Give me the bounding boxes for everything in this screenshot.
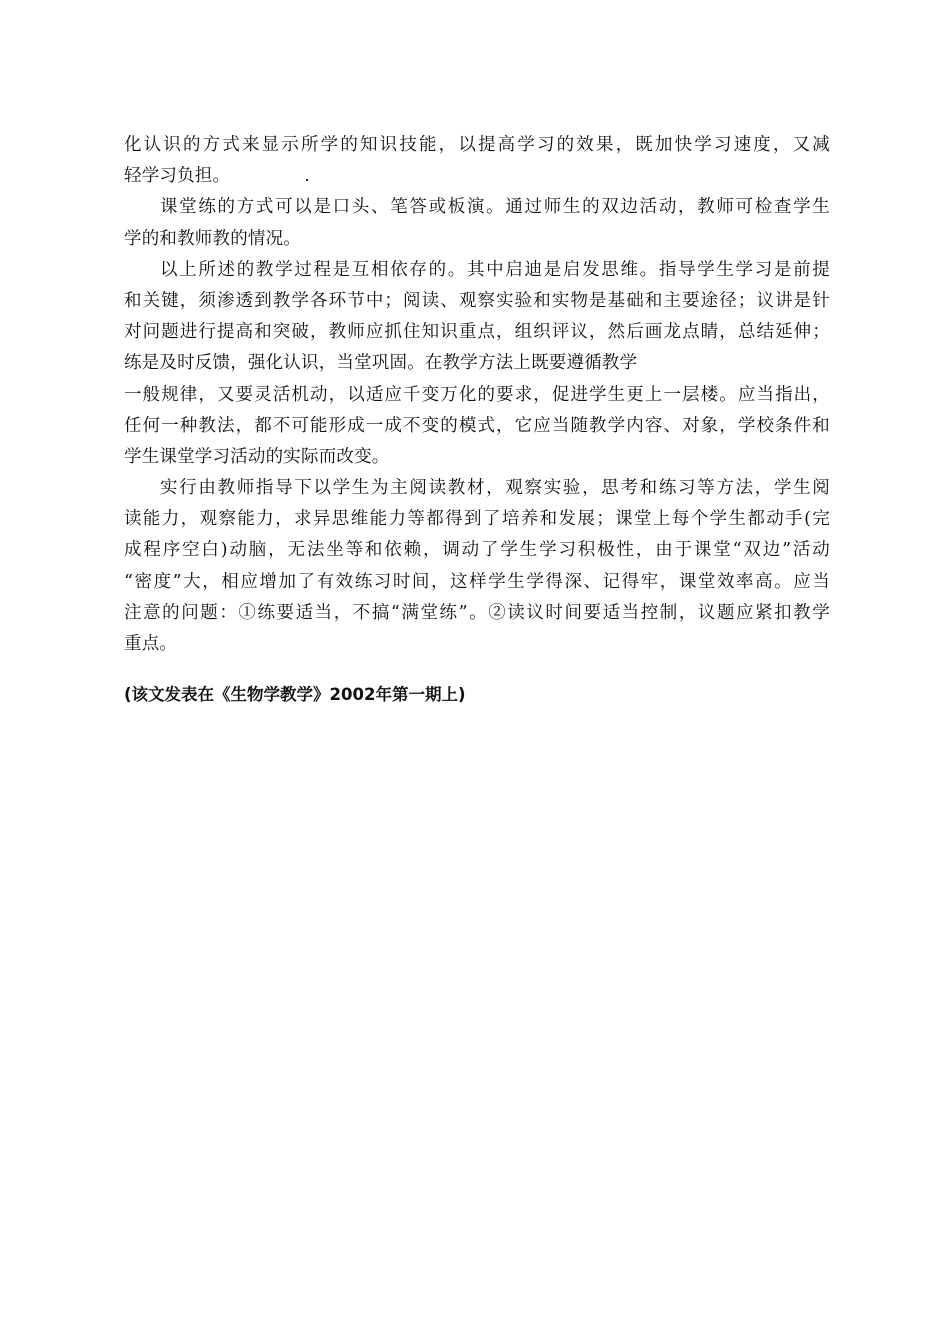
text-line: 注意的问题：①练要适当，不搞“满堂练”。②读议时间要适当控制，议题应紧扣教学	[124, 602, 830, 623]
text-line: 读能力，观察能力，求异思维能力等都得到了培养和发展；课堂上每个学生都动手(完	[124, 509, 830, 530]
text-line-content: 轻学习负担。	[124, 166, 231, 187]
text-line: 以上所述的教学过程是互相依存的。其中启迪是启发思维。指导学生学习是前提	[160, 259, 830, 280]
text-line: 重点。	[124, 634, 178, 654]
text-line: 实行由教师指导下以学生为主阅读教材，观察实验，思考和练习等方法，学生阅	[160, 478, 830, 499]
document-page	[124, 130, 830, 710]
text-line: “密度”大，相应增加了有效练习时间，这样学生学得深、记得牢，课堂效率高。应当	[124, 571, 830, 592]
paragraph-2	[124, 192, 830, 254]
publication-note: (该文发表在《生物学教学》2002年第一期上)	[124, 685, 466, 705]
text-line	[124, 161, 830, 192]
paragraph-1	[124, 130, 830, 192]
text-line: 学的和教师教的情况。	[124, 228, 301, 249]
stray-mark: .	[304, 166, 310, 187]
text-line: 化认识的方式来显示所学的知识技能，以提高学习的效果，既加快学习速度，又减	[124, 135, 830, 155]
text-line: 学生课堂学习活动的实际而改变。	[124, 446, 390, 467]
paragraph-gap	[124, 660, 830, 676]
text-line: 和关键，须渗透到教学各环节中；阅读、观察实验和实物是基础和主要途径；议讲是针	[124, 290, 830, 311]
paragraph-4	[124, 473, 830, 660]
text-line: 练是及时反馈，强化认识，当堂巩固。在教学方法上既要遵循教学	[124, 353, 638, 374]
paragraph-3	[124, 255, 830, 473]
text-line: 任何一种教法，都不可能形成一成不变的模式，它应当随教学内容、对象，学校条件和	[124, 415, 830, 436]
text-line: 对问题进行提高和突破，教师应抓住知识重点，组织评议，然后画龙点睛，总结延伸；	[124, 322, 830, 343]
text-line: 课堂练的方式可以是口头、笔答或板演。通过师生的双边活动，教师可检查学生	[160, 197, 830, 218]
text-line: 一般规律，又要灵活机动，以适应千变万化的要求，促进学生更上一层楼。应当指出，	[124, 384, 830, 405]
text-line: 成程序空白)动脑，无法坐等和依赖，调动了学生学习积极性，由于课堂“双边”活动	[124, 540, 830, 561]
